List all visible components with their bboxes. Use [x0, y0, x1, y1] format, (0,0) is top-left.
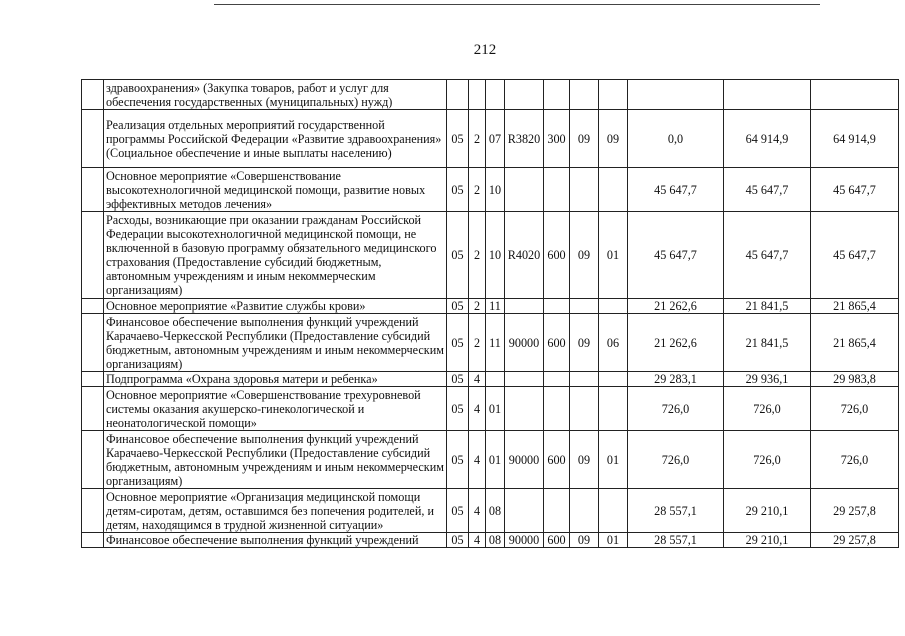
target-code-cell: 90000	[505, 533, 544, 548]
section-cell: 05	[447, 299, 469, 314]
expense-type-cell	[544, 168, 570, 212]
row-description: Финансовое обеспечение выполнения функций учреждений Карачаево-Черкесской Республики (Предоставление субсидий бюджетным, автономным учреждениям и иным некоммерческим организациям)	[104, 431, 447, 489]
expense-type-cell	[544, 80, 570, 110]
target-code-cell: R3820	[505, 110, 544, 168]
row-description: Основное мероприятие «Организация медицинской помощи детям-сиротам, детям, оставшимся без попечения родителей, и детям, находящимся в трудной жизненной ситуации»	[104, 489, 447, 533]
value-2020-cell: 29 210,1	[724, 533, 811, 548]
event-cell: 01	[486, 431, 505, 489]
event-cell	[486, 80, 505, 110]
subprogram-cell: 2	[469, 299, 486, 314]
table-row	[82, 533, 899, 548]
value-2021-cell	[811, 80, 899, 110]
value-2019-cell: 21 262,6	[628, 314, 724, 372]
expense-type-cell	[544, 387, 570, 431]
budget-table	[81, 79, 899, 548]
target-code-cell: 90000	[505, 314, 544, 372]
value-2019-cell: 0,0	[628, 110, 724, 168]
value-2020-cell: 21 841,5	[724, 314, 811, 372]
target-code-cell	[505, 168, 544, 212]
event-cell: 11	[486, 314, 505, 372]
expense-type-cell: 600	[544, 212, 570, 299]
chapter-cell	[570, 387, 599, 431]
table-row	[82, 168, 899, 212]
section-cell: 05	[447, 387, 469, 431]
subsection-cell	[599, 299, 628, 314]
event-cell: 11	[486, 299, 505, 314]
value-2020-cell: 726,0	[724, 387, 811, 431]
section-cell: 05	[447, 168, 469, 212]
target-code-cell	[505, 372, 544, 387]
subprogram-cell: 2	[469, 110, 486, 168]
chapter-cell: 09	[570, 314, 599, 372]
value-2019-cell: 29 283,1	[628, 372, 724, 387]
index-cell	[82, 80, 104, 110]
row-description: Основное мероприятие «Совершенствование высокотехнологичной медицинской помощи, развитие новых эффективных методов лечения»	[104, 168, 447, 212]
index-cell	[82, 431, 104, 489]
subprogram-cell: 4	[469, 387, 486, 431]
expense-type-cell: 600	[544, 533, 570, 548]
event-cell: 10	[486, 212, 505, 299]
table-row	[82, 314, 899, 372]
table-row	[82, 489, 899, 533]
chapter-cell	[570, 299, 599, 314]
row-description: Расходы, возникающие при оказании гражданам Российской Федерации высокотехнологичной медицинской помощи, не включенной в базовую программу обязательного медицинского страхования (Предоставление субсидий бюджетным, автономным учреждениям и иным некоммерческим организациям)	[104, 212, 447, 299]
table-row	[82, 212, 899, 299]
target-code-cell: R4020	[505, 212, 544, 299]
index-cell	[82, 314, 104, 372]
value-2021-cell: 726,0	[811, 431, 899, 489]
index-cell	[82, 212, 104, 299]
subsection-cell: 01	[599, 533, 628, 548]
subsection-cell	[599, 489, 628, 533]
event-cell: 08	[486, 533, 505, 548]
section-cell: 05	[447, 314, 469, 372]
chapter-cell: 09	[570, 110, 599, 168]
subprogram-cell: 4	[469, 489, 486, 533]
subsection-cell	[599, 372, 628, 387]
table-row	[82, 80, 899, 110]
subprogram-cell	[469, 80, 486, 110]
event-cell: 08	[486, 489, 505, 533]
expense-type-cell: 300	[544, 110, 570, 168]
chapter-cell	[570, 80, 599, 110]
value-2019-cell: 726,0	[628, 387, 724, 431]
subsection-cell	[599, 387, 628, 431]
subsection-cell: 01	[599, 431, 628, 489]
table-row	[82, 372, 899, 387]
page-number: 212	[473, 42, 497, 58]
table-row	[82, 387, 899, 431]
target-code-cell	[505, 489, 544, 533]
event-cell	[486, 372, 505, 387]
value-2020-cell: 726,0	[724, 431, 811, 489]
expense-type-cell: 600	[544, 314, 570, 372]
value-2021-cell: 29 257,8	[811, 489, 899, 533]
row-description: Основное мероприятие «Развитие службы крови»	[104, 299, 447, 314]
expense-type-cell: 600	[544, 431, 570, 489]
value-2020-cell: 45 647,7	[724, 168, 811, 212]
table-row	[82, 431, 899, 489]
index-cell	[82, 372, 104, 387]
value-2021-cell: 21 865,4	[811, 299, 899, 314]
value-2021-cell: 21 865,4	[811, 314, 899, 372]
value-2021-cell: 45 647,7	[811, 168, 899, 212]
row-description: Финансовое обеспечение выполнения функций учреждений Карачаево-Черкесской Республики (Предоставление субсидий бюджетным, автономным учреждениям и иным некоммерческим организациям)	[104, 314, 447, 372]
index-cell	[82, 168, 104, 212]
value-2019-cell: 28 557,1	[628, 489, 724, 533]
index-cell	[82, 533, 104, 548]
chapter-cell: 09	[570, 212, 599, 299]
value-2021-cell: 45 647,7	[811, 212, 899, 299]
row-description: Подпрограмма «Охрана здоровья матери и ребенка»	[104, 372, 447, 387]
value-2020-cell: 29 210,1	[724, 489, 811, 533]
value-2021-cell: 29 257,8	[811, 533, 899, 548]
index-cell	[82, 489, 104, 533]
subprogram-cell: 2	[469, 212, 486, 299]
value-2020-cell	[724, 80, 811, 110]
chapter-cell	[570, 168, 599, 212]
subprogram-cell: 4	[469, 533, 486, 548]
top-rule	[214, 4, 820, 5]
section-cell	[447, 80, 469, 110]
chapter-cell	[570, 489, 599, 533]
subsection-cell	[599, 80, 628, 110]
target-code-cell	[505, 387, 544, 431]
subsection-cell: 06	[599, 314, 628, 372]
index-cell	[82, 387, 104, 431]
target-code-cell	[505, 80, 544, 110]
target-code-cell	[505, 299, 544, 314]
section-cell: 05	[447, 533, 469, 548]
row-description: Основное мероприятие «Совершенствование трехуровневой системы оказания акушерско-гинекологической и неонатологической помощи»	[104, 387, 447, 431]
value-2019-cell: 28 557,1	[628, 533, 724, 548]
value-2020-cell: 29 936,1	[724, 372, 811, 387]
table-row	[82, 299, 899, 314]
chapter-cell	[570, 372, 599, 387]
chapter-cell: 09	[570, 431, 599, 489]
table-row	[82, 110, 899, 168]
section-cell: 05	[447, 431, 469, 489]
section-cell: 05	[447, 212, 469, 299]
value-2020-cell: 64 914,9	[724, 110, 811, 168]
subprogram-cell: 2	[469, 314, 486, 372]
chapter-cell: 09	[570, 533, 599, 548]
value-2021-cell: 29 983,8	[811, 372, 899, 387]
subprogram-cell: 4	[469, 372, 486, 387]
subsection-cell: 01	[599, 212, 628, 299]
value-2020-cell: 21 841,5	[724, 299, 811, 314]
event-cell: 10	[486, 168, 505, 212]
section-cell: 05	[447, 372, 469, 387]
subprogram-cell: 2	[469, 168, 486, 212]
value-2021-cell: 64 914,9	[811, 110, 899, 168]
index-cell	[82, 299, 104, 314]
value-2019-cell: 45 647,7	[628, 168, 724, 212]
event-cell: 07	[486, 110, 505, 168]
value-2019-cell: 45 647,7	[628, 212, 724, 299]
section-cell: 05	[447, 489, 469, 533]
row-description: Финансовое обеспечение выполнения функций учреждений	[104, 533, 447, 548]
subsection-cell: 09	[599, 110, 628, 168]
row-description: Реализация отдельных мероприятий государственной программы Российской Федерации «Развитие здравоохранения» (Социальное обеспечение и иные выплаты населению)	[104, 110, 447, 168]
event-cell: 01	[486, 387, 505, 431]
expense-type-cell	[544, 372, 570, 387]
target-code-cell: 90000	[505, 431, 544, 489]
row-description: здравоохранения» (Закупка товаров, работ и услуг для обеспечения государственных (муниципальных) нужд)	[104, 80, 447, 110]
index-cell	[82, 110, 104, 168]
value-2020-cell: 45 647,7	[724, 212, 811, 299]
expense-type-cell	[544, 299, 570, 314]
subprogram-cell: 4	[469, 431, 486, 489]
value-2021-cell: 726,0	[811, 387, 899, 431]
expense-type-cell	[544, 489, 570, 533]
value-2019-cell: 726,0	[628, 431, 724, 489]
value-2019-cell: 21 262,6	[628, 299, 724, 314]
subsection-cell	[599, 168, 628, 212]
value-2019-cell	[628, 80, 724, 110]
section-cell: 05	[447, 110, 469, 168]
